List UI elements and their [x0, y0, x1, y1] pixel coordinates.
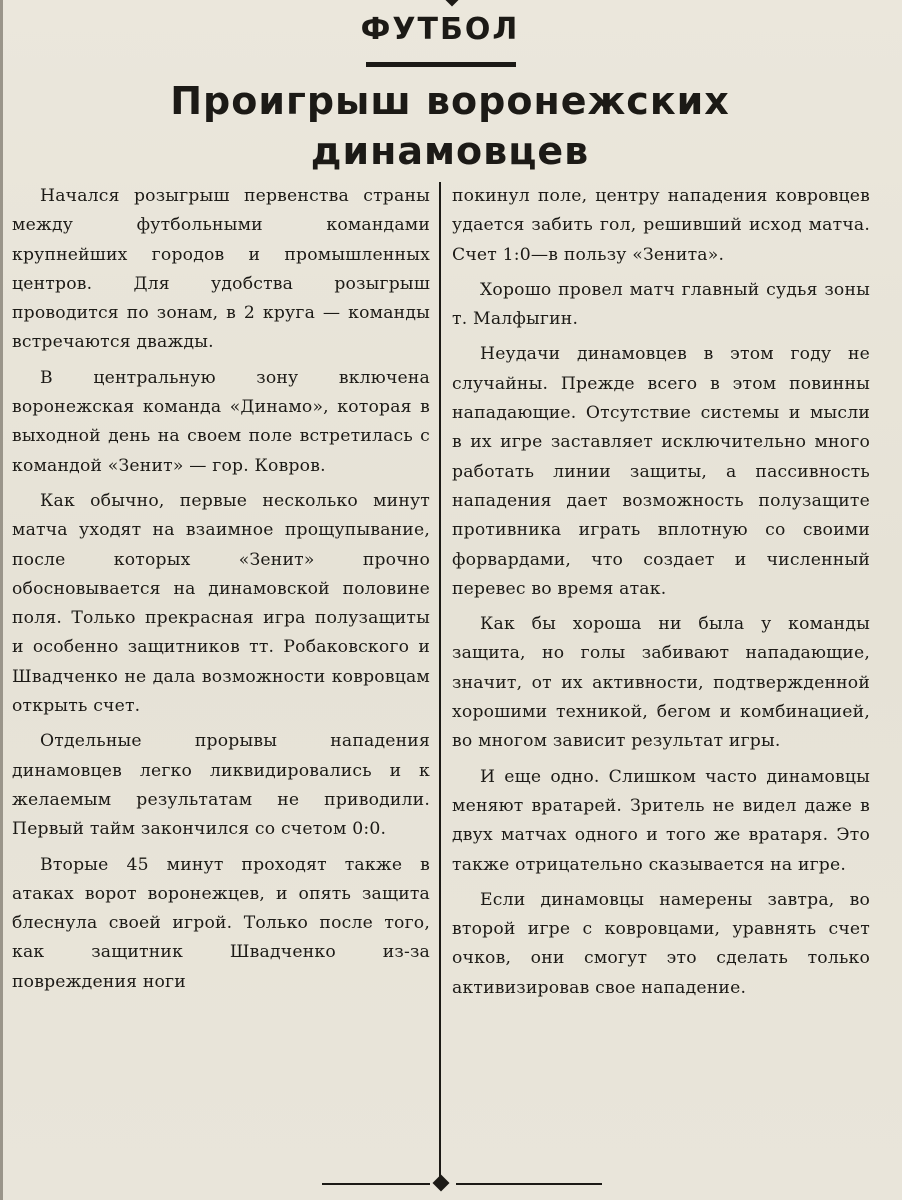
- headline-line-2: динамовцев: [310, 129, 590, 173]
- top-diamond-ornament: [444, 0, 461, 6]
- bottom-rule-left: [322, 1183, 430, 1185]
- article-column-right: [452, 182, 870, 1003]
- paragraph: Начался розыгрыш первенства страны между футбольными командами крупнейших городов и промышленных центров. Для удобства розыгрыш проводится по зонам, в 2 круга — команды встречаются дважды.: [12, 186, 430, 353]
- paragraph: В центральную зону включена воронежская команда «Динамо», которая в выходной день на своем поле встретилась с командой «Зенит» — гор. Ковров.: [12, 367, 430, 476]
- bottom-diamond-ornament: [433, 1175, 450, 1192]
- article-column-left: [12, 182, 430, 997]
- page-edge-shadow: [0, 0, 3, 1200]
- paragraph: Отдельные прорывы нападения динамовцев легко ликвидировались и к желаемым результатам не приводили. Первый тайм закончился со счетом 0:0.: [12, 731, 430, 840]
- paragraph: Хорошо провел матч главный судья зоны т. Малфыгин.: [452, 279, 870, 330]
- column-divider: [439, 182, 441, 1180]
- rubric-underline: [366, 62, 516, 67]
- paragraph-continuation: покинул поле, центру нападения ковровцев удается забить гол, решивший исход матча. Счет 1:0—в пользу «Зенита».: [452, 186, 870, 265]
- paragraph: И еще одно. Слишком часто динамовцы меняют вратарей. Зритель не видел даже в двух матчах одного и того же вратаря. Это также отрицательно сказывается на игре.: [452, 766, 870, 875]
- paragraph: Как бы хороша ни была у команды защита, но голы забивают нападающие, значит, от их активности, подтвержденной хорошими техникой, бегом и комбинацией, во многом зависит результат игры.: [452, 614, 870, 752]
- article-headline: [60, 76, 840, 176]
- bottom-rule-right: [456, 1183, 602, 1185]
- section-rubric: ФУТБОЛ: [360, 12, 520, 47]
- paragraph: Вторые 45 минут проходят также в атаках ворот воронежцев, и опять защита блеснула своей игрой. Только после того, как защитник Швадченко из-за повреждения ноги: [12, 854, 430, 992]
- paragraph: Если динамовцы намерены завтра, во второй игре с ковровцами, уравнять счет очков, они смогут это сделать только активизировав свое нападение.: [452, 889, 870, 998]
- paragraph: Неудачи динамовцев в этом году не случайны. Прежде всего в этом повинны нападающие. Отсутствие системы и мысли в их игре заставляет исключительно много работать линии защиты, а пассивность нападения дает возможность полузащите противника играть вплотную со своими форвардами, что создает и численный перевес во время атак.: [452, 344, 870, 599]
- paragraph: Как обычно, первые несколько минут матча уходят на взаимное прощупывание, после которых «Зенит» прочно обосновывается на динамовской половине поля. Только прекрасная игра полузащиты и особенно защитников тт. Робаковского и Швадченко не дала возможности ковровцам открыть счет.: [12, 490, 430, 717]
- headline-line-1: Проигрыш воронежских: [170, 79, 730, 123]
